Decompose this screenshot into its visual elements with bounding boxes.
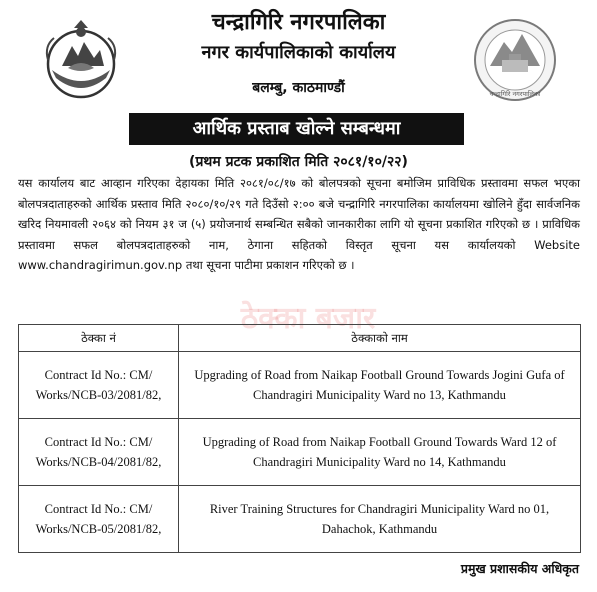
contracts-table — [18, 324, 581, 553]
notice-body: यस कार्यालय बाट आव्हान गरिएका देहायका मिति २०८१/०८/१७ को बोलपत्रको सूचना बमोजिम प्राविधिक प्रस्तावमा सफल भएका बोलपत्रदाताहरुको आर्थिक प्रस्ताव मिति २०८०/१०/२९ गते दिउँसो २:०० बजे चन्द्रागिरि नगरपालिका कार्यालयमा खोलिने हुँदा सार्वजनिक खरिद नियमावली २०६४ को नियम ३१ ज (५) प्रयोजनार्थ सम्बन्धित सबैको जानकारीका लागि यो सूचना प्रकाशित गरिएको छ । प्राविधिक प्रस्तावमा सफल बोलपत्रदाताहरुको नाम, ठेगाना सहितको विस्तृत सूचना यस कार्यालयको Website www.chandragirimun.gov.np तथा सूचना पाटीमा प्रकाशन गरिएको छ । — [18, 176, 580, 272]
watermark: ठेक्का बजार — [240, 301, 376, 336]
municipality-logo-text: चन्द्रागिरि नगरपालिका — [489, 90, 541, 98]
notice-title: आर्थिक प्रस्ताब खोल्ने सम्बन्धमा — [129, 113, 464, 145]
office-name: नगर कार्यपालिकाको कार्यालय — [201, 42, 396, 63]
publication-date: (प्रथम प्रटक प्रकाशित मिति २०८१/१०/२२) — [189, 154, 408, 170]
column-header-contract-no: ठेक्का नं — [19, 325, 179, 352]
signatory-title: प्रमुख प्रशासकीय अधिकृत — [460, 561, 579, 576]
contract-name-cell: Upgrading of Road from Naikap Football Ground Towards Ward 12 of Chandragiri Municipality Ward no 14, Kathmandu — [179, 419, 581, 486]
table-row — [19, 419, 581, 486]
contract-id-cell: Contract Id No.: CM/ Works/NCB-03/2081/82, — [19, 352, 179, 419]
contract-id-cell: Contract Id No.: CM/ Works/NCB-05/2081/82, — [19, 486, 179, 553]
office-address: बलम्बु, काठमाण्डौं — [252, 80, 345, 96]
contract-name-cell: Upgrading of Road from Naikap Football Ground Towards Jogini Gufa of Chandragiri Municipality Ward no 13, Kathmandu — [179, 352, 581, 419]
table-row — [19, 486, 581, 553]
organization-name: चन्द्रागिरि नगरपालिका — [211, 10, 386, 35]
table-header-row — [19, 325, 581, 352]
table-row — [19, 352, 581, 419]
column-header-contract-name: ठेक्काको नाम — [179, 325, 581, 352]
contract-name-cell: River Training Structures for Chandragiri Municipality Ward no 01, Dahachok, Kathmandu — [179, 486, 581, 553]
contract-id-cell: Contract Id No.: CM/ Works/NCB-04/2081/82, — [19, 419, 179, 486]
